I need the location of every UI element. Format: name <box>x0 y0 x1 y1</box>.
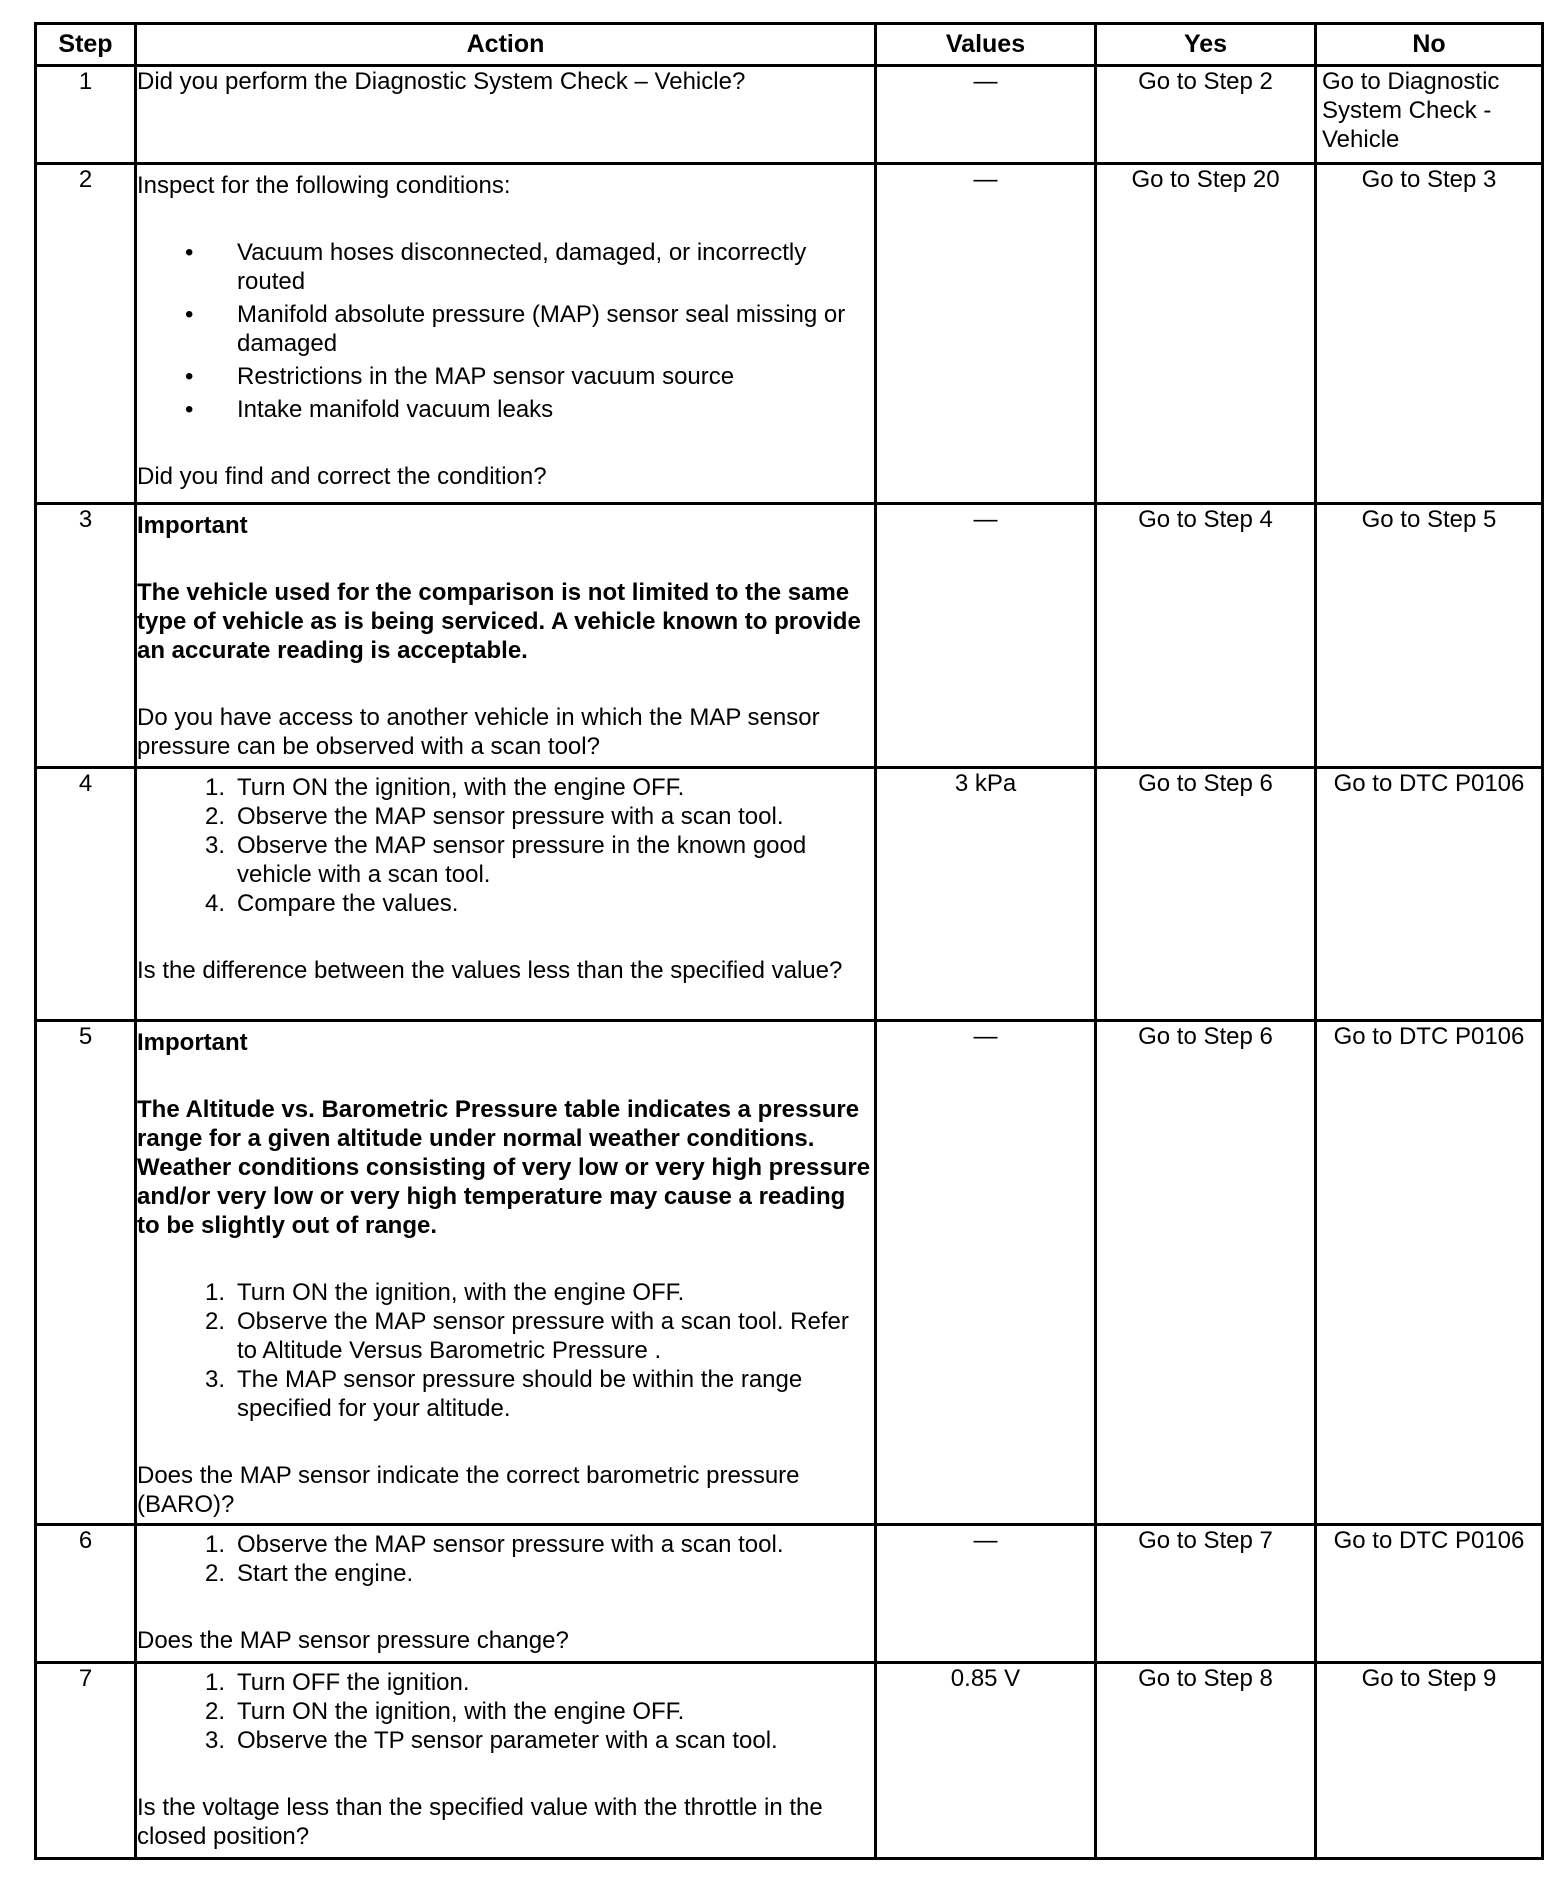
header-action: Action <box>136 24 876 66</box>
header-no: No <box>1316 24 1543 66</box>
value-cell: 0.85 V <box>876 1663 1096 1859</box>
table-row <box>36 164 1543 504</box>
yes-cell: Go to Step 6 <box>1096 1021 1316 1525</box>
list-item: • Vacuum hoses disconnected, damaged, or incorrectly routed <box>137 238 874 296</box>
step-number: 5 <box>36 1021 136 1525</box>
action-question: Do you have access to another vehicle in which the MAP sensor pressure can be observed with a scan tool? <box>137 704 820 760</box>
important-note: The Altitude vs. Barometric Pressure table indicates a pressure range for a given altitude under normal weather conditions. Weather conditions consisting of very low or very high pressure and/or very low or very high temperature may cause a reading to be slightly out of range. <box>137 1096 871 1239</box>
list-number: 1. <box>204 774 225 801</box>
diagnostic-table-wrapper <box>34 22 1544 1860</box>
action-cell <box>136 1663 876 1859</box>
list-item <box>137 831 874 889</box>
list-text: Compare the values. <box>237 890 459 917</box>
list-number: 1. <box>204 1669 225 1696</box>
table-row <box>36 768 1543 1021</box>
list-item: • Manifold absolute pressure (MAP) sensor seal missing or damaged <box>137 300 874 358</box>
no-cell: Go to Step 5 <box>1316 504 1543 768</box>
list-number: 2. <box>204 1308 225 1335</box>
list-text: Observe the MAP sensor pressure with a scan tool. <box>237 803 784 830</box>
header-values: Values <box>876 24 1096 66</box>
list-item <box>137 773 874 802</box>
action-intro: Inspect for the following conditions: <box>137 172 511 199</box>
list-item: • Restrictions in the MAP sensor vacuum source <box>137 362 874 391</box>
action-question: Is the voltage less than the specified value with the throttle in the closed position? <box>137 1794 823 1850</box>
list-text: Observe the MAP sensor pressure in the known good vehicle with a scan tool. <box>237 832 807 888</box>
yes-cell: Go to Step 6 <box>1096 768 1316 1021</box>
yes-cell: Go to Step 8 <box>1096 1663 1316 1859</box>
list-text: Observe the MAP sensor pressure with a scan tool. Refer to Altitude Versus Barometric Pressure . <box>237 1308 849 1364</box>
table-row <box>36 1663 1543 1859</box>
action-cell <box>136 768 876 1021</box>
step-number: 7 <box>36 1663 136 1859</box>
yes-cell: Go to Step 4 <box>1096 504 1316 768</box>
list-item <box>137 1559 874 1588</box>
no-cell: Go to DTC P0106 <box>1316 1021 1543 1525</box>
value-cell: — <box>876 164 1096 504</box>
value-cell: — <box>876 1021 1096 1525</box>
list-number: 2. <box>204 803 225 830</box>
list-item <box>137 1697 874 1726</box>
list-number: 3. <box>204 832 225 859</box>
list-item <box>137 1278 874 1307</box>
step-number: 4 <box>36 768 136 1021</box>
list-number: 2. <box>204 1560 225 1587</box>
procedure-list <box>137 1278 874 1423</box>
action-cell <box>136 1525 876 1663</box>
list-number: 4. <box>204 890 225 917</box>
no-cell: Go to Step 9 <box>1316 1663 1543 1859</box>
list-number: 3. <box>204 1727 225 1754</box>
procedure-list <box>137 1668 874 1755</box>
value-cell: — <box>876 504 1096 768</box>
important-label: Important <box>137 512 248 539</box>
header-yes: Yes <box>1096 24 1316 66</box>
action-cell <box>136 504 876 768</box>
header-row <box>36 24 1543 66</box>
list-text: Start the engine. <box>237 1560 414 1587</box>
yes-cell: Go to Step 2 <box>1096 66 1316 164</box>
action-question: Did you find and correct the condition? <box>137 463 547 490</box>
no-cell: Go to Diagnostic System Check - Vehicle <box>1316 66 1543 164</box>
table-row <box>36 504 1543 768</box>
list-item <box>137 1726 874 1755</box>
action-question: Does the MAP sensor pressure change? <box>137 1627 569 1654</box>
list-item: • Intake manifold vacuum leaks <box>137 395 874 424</box>
important-note: The vehicle used for the comparison is not limited to the same type of vehicle as is being serviced. A vehicle known to provide an accurate reading is acceptable. <box>137 579 861 664</box>
list-text: The MAP sensor pressure should be within the range specified for your altitude. <box>237 1366 803 1422</box>
list-number: 1. <box>204 1531 225 1558</box>
no-cell: Go to DTC P0106 <box>1316 768 1543 1021</box>
list-item <box>137 889 874 918</box>
list-item <box>137 1365 874 1423</box>
action-question: Did you perform the Diagnostic System Check – Vehicle? <box>137 68 746 95</box>
step-number: 3 <box>36 504 136 768</box>
value-cell: — <box>876 66 1096 164</box>
step-number: 2 <box>36 164 136 504</box>
list-text: Turn OFF the ignition. <box>237 1669 470 1696</box>
condition-list <box>137 238 874 424</box>
table-row <box>36 66 1543 164</box>
list-text: Turn ON the ignition, with the engine OFF. <box>237 1279 685 1306</box>
action-cell <box>136 1021 876 1525</box>
no-cell: Go to Step 3 <box>1316 164 1543 504</box>
list-text: Observe the MAP sensor pressure with a scan tool. <box>237 1531 784 1558</box>
list-item <box>137 1530 874 1559</box>
table-row <box>36 1021 1543 1525</box>
value-cell: — <box>876 1525 1096 1663</box>
step-number: 1 <box>36 66 136 164</box>
list-number: 1. <box>204 1279 225 1306</box>
yes-cell: Go to Step 7 <box>1096 1525 1316 1663</box>
list-text: Observe the TP sensor parameter with a scan tool. <box>237 1727 778 1754</box>
diagnostic-table <box>34 22 1544 1860</box>
action-question: Is the difference between the values less than the specified value? <box>137 957 843 984</box>
header-step: Step <box>36 24 136 66</box>
no-cell: Go to DTC P0106 <box>1316 1525 1543 1663</box>
action-cell <box>136 164 876 504</box>
list-text: Turn ON the ignition, with the engine OFF. <box>237 774 685 801</box>
step-number: 6 <box>36 1525 136 1663</box>
list-item <box>137 1668 874 1697</box>
list-item <box>137 802 874 831</box>
list-item <box>137 1307 874 1365</box>
procedure-list <box>137 773 874 918</box>
yes-cell: Go to Step 20 <box>1096 164 1316 504</box>
list-number: 2. <box>204 1698 225 1725</box>
action-cell <box>136 66 876 164</box>
list-text: Turn ON the ignition, with the engine OFF. <box>237 1698 685 1725</box>
list-number: 3. <box>204 1366 225 1393</box>
table-row <box>36 1525 1543 1663</box>
action-question: Does the MAP sensor indicate the correct barometric pressure (BARO)? <box>137 1462 800 1518</box>
procedure-list <box>137 1530 874 1588</box>
value-cell: 3 kPa <box>876 768 1096 1021</box>
important-label: Important <box>137 1029 248 1056</box>
